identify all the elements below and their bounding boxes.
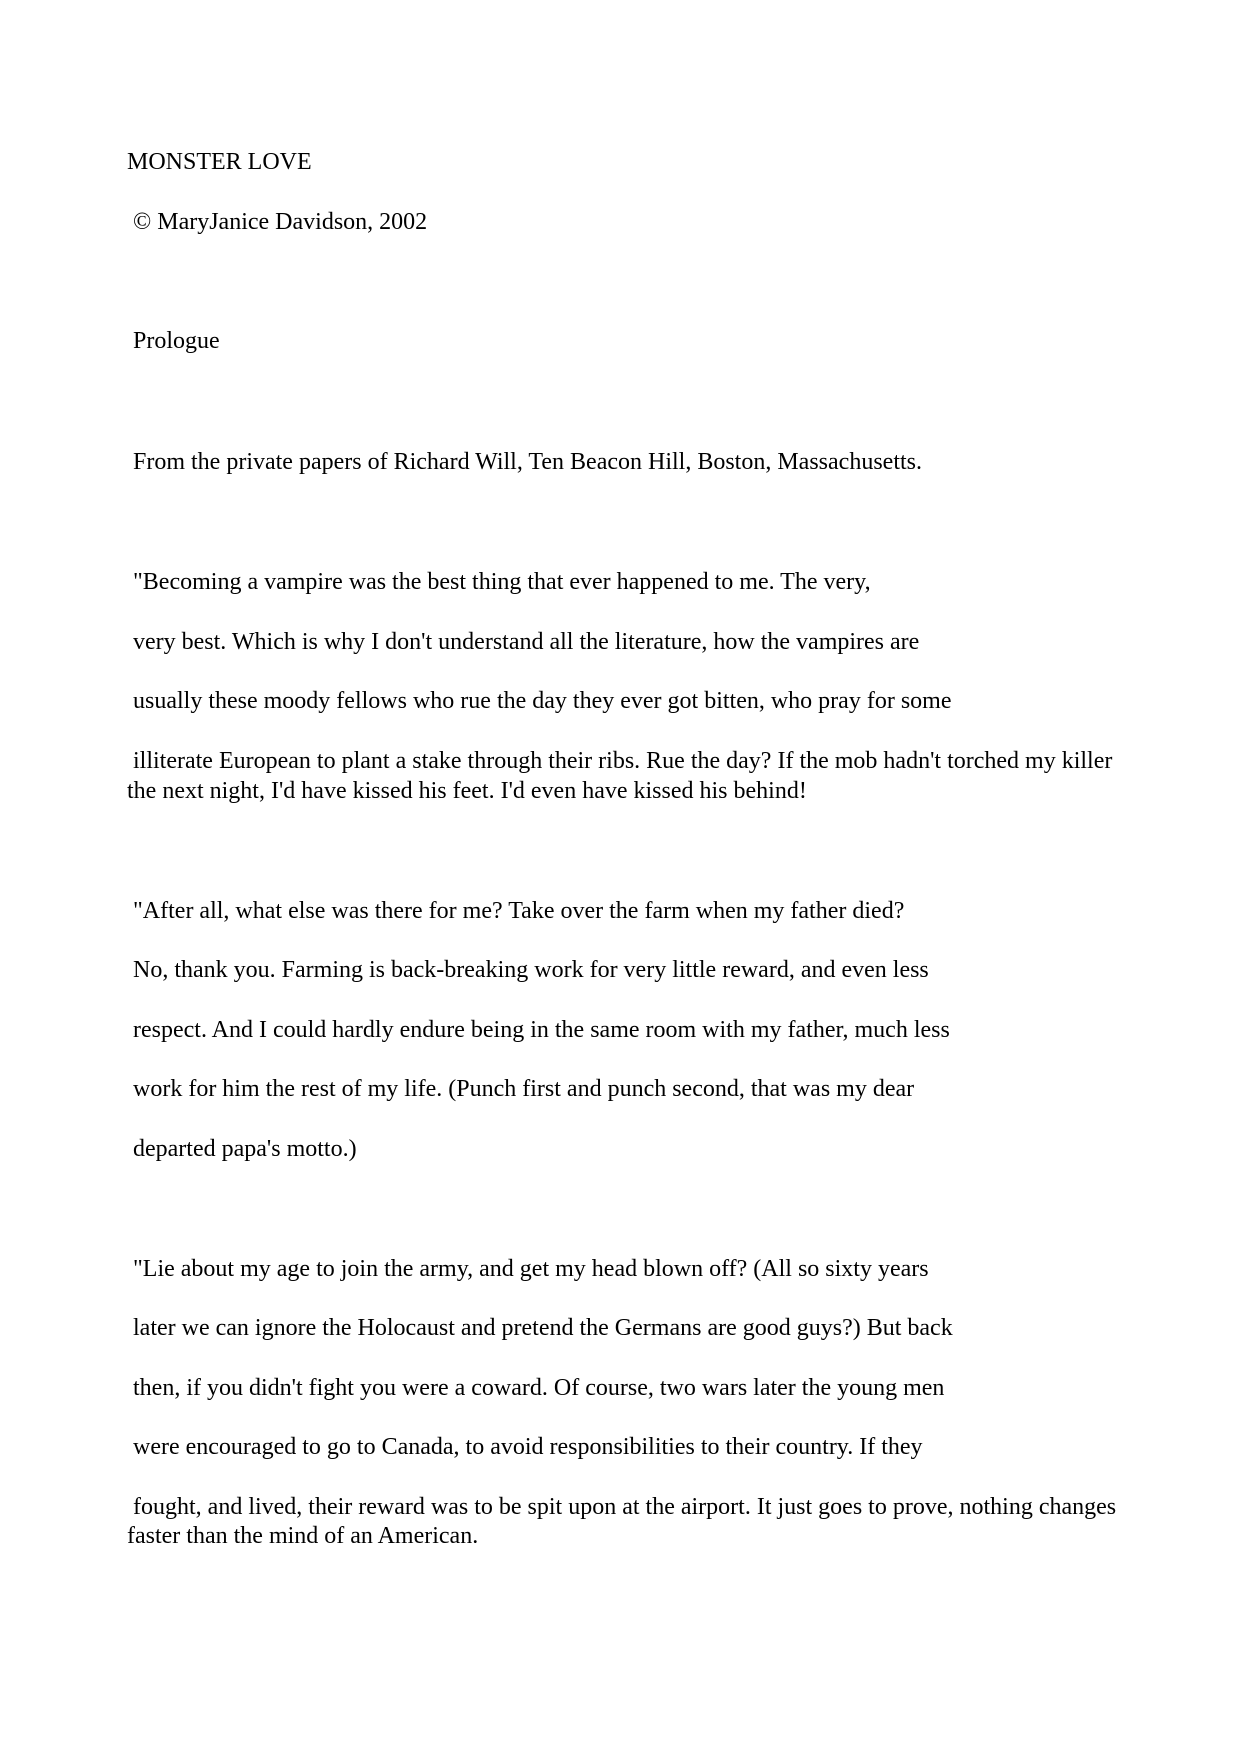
paragraph-line: "Lie about my age to join the army, and get my head blown off? (All so sixty years (133, 1256, 929, 1282)
paragraph-line: respect. And I could hardly endure being in the same room with my father, much less (133, 1017, 950, 1043)
paragraph-line: later we can ignore the Holocaust and pretend the Germans are good guys?) But back (133, 1315, 953, 1341)
paragraph-line: were encouraged to go to Canada, to avoid responsibilities to their country. If they (133, 1434, 923, 1460)
paragraph-line: very best. Which is why I don't understand all the literature, how the vampires are (133, 629, 920, 655)
paragraph-line: faster than the mind of an American. (127, 1523, 479, 1549)
paragraph-line: usually these moody fellows who rue the day they ever got bitten, who pray for some (133, 688, 952, 714)
paragraph-line: fought, and lived, their reward was to be spit upon at the airport. It just goes to prove, nothing changes (133, 1494, 1117, 1520)
paragraph-line: work for him the rest of my life. (Punch first and punch second, that was my dear (133, 1076, 915, 1102)
section-heading: Prologue (133, 328, 220, 354)
copyright-line: © MaryJanice Davidson, 2002 (133, 209, 428, 235)
paragraph-line: departed papa's motto.) (133, 1136, 357, 1162)
paragraph-line: No, thank you. Farming is back-breaking work for very little reward, and even less (133, 957, 929, 983)
document-title: MONSTER LOVE (127, 149, 312, 175)
paragraph-line: illiterate European to plant a stake through their ribs. Rue the day? If the mob hadn't torched my killer (133, 748, 1113, 774)
paragraph-line: then, if you didn't fight you were a coward. Of course, two wars later the young men (133, 1375, 945, 1401)
source-note: From the private papers of Richard Will, Ten Beacon Hill, Boston, Massachusetts. (133, 449, 922, 475)
paragraph-line: "After all, what else was there for me? Take over the farm when my father died? (133, 898, 905, 924)
paragraph-line: "Becoming a vampire was the best thing that ever happened to me. The very, (133, 569, 871, 595)
paragraph-line: the next night, I'd have kissed his feet. I'd even have kissed his behind! (127, 778, 807, 804)
